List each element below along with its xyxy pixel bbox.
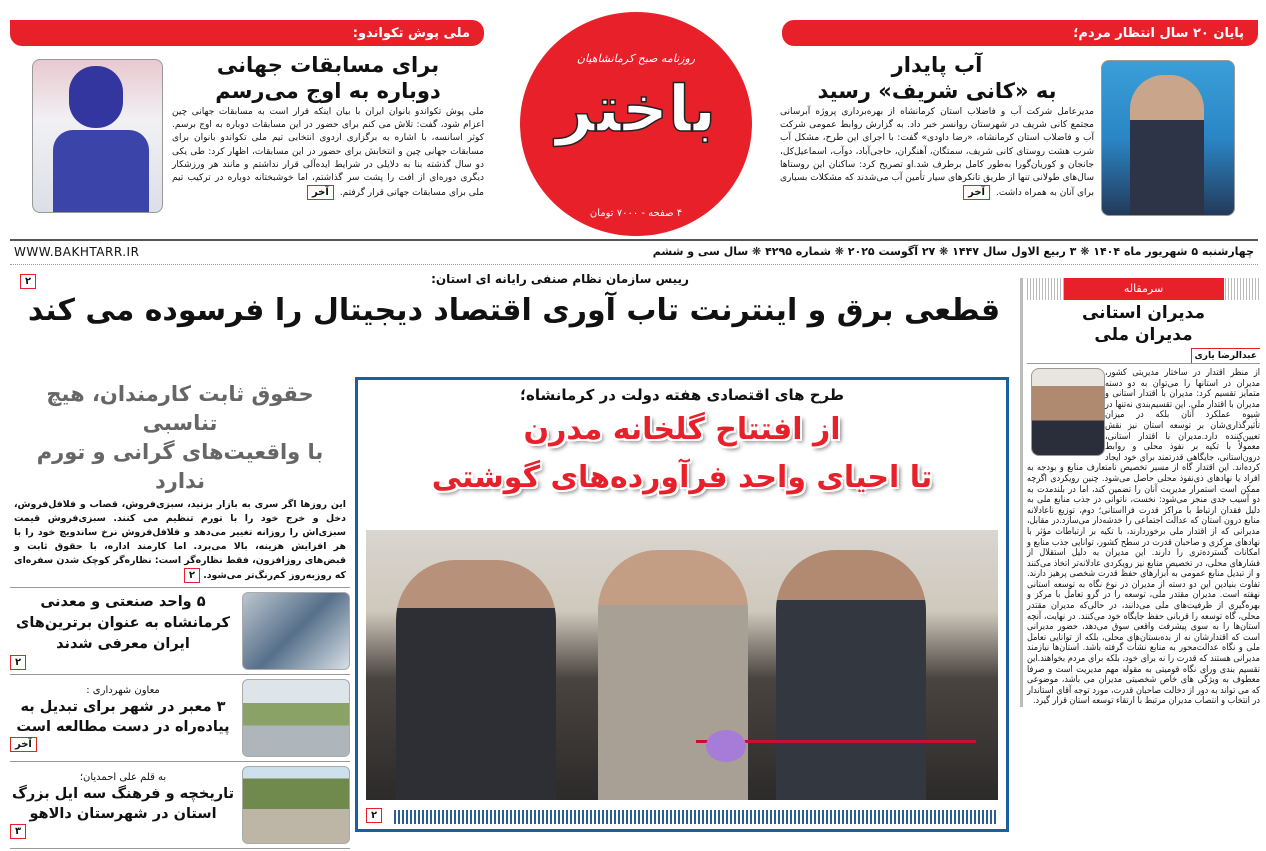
editorial-label: سرمقاله bbox=[1064, 278, 1224, 300]
list-item-headline[interactable]: تاریخچه و فرهنگ سه ایل بزرگ استان در شهرستان دالاهو bbox=[11, 786, 235, 822]
top-right-headline-2[interactable]: به «کانی شریف» رسید bbox=[817, 79, 1057, 103]
top-left-body bbox=[172, 106, 484, 200]
top-right-body-text: مدیرعامل شرکت آب و فاضلاب استان کرمانشاه از بهره‌برداری پروژه آبرسانی مجتمع کانی شریف در شهرستان روانسر خبر داد. به گزارش روابط عمومی شرکت آب و فاضلاب استان کرمانشاه، «رضا داودی» گفت: با اجرای این طرح، مشکل آب شرب هشت روستای کانی شریف، سمتگان، آهنگران، حاجی‌آباد، دوآب، اسماعیل‌کل، جانجان و کوریان‌گورا به‌طور کامل برطرف شد.او تصریح کرد: ساکنان این روستاها سال‌های طولانی تنها از طریق تانکرهای سیار تأمین آب می‌شدند که مشکلات بسیاری برای آنان به همراه داشت. bbox=[780, 107, 1094, 199]
feature-heading bbox=[358, 384, 1006, 502]
list-item-page-ref[interactable]: آخر bbox=[10, 737, 37, 752]
industry-thumbnail bbox=[242, 592, 350, 670]
top-right-page-ref[interactable]: آخر bbox=[963, 185, 990, 200]
left-story-body bbox=[10, 496, 350, 588]
editorial-column bbox=[1020, 278, 1260, 707]
logo-tagline: روزنامه صبح کرمانشاهیان bbox=[576, 52, 696, 65]
left-story-headline-1[interactable]: حقوق ثابت کارمندان، هیچ تناسبی bbox=[46, 382, 314, 435]
speaker-figure bbox=[1130, 75, 1204, 216]
editorial-body bbox=[1027, 368, 1260, 707]
list-item-page-ref[interactable]: ۲ bbox=[10, 655, 26, 670]
top-left-headline-1[interactable]: برای مسابقات جهانی bbox=[216, 53, 440, 77]
official-figure bbox=[776, 550, 926, 800]
list-item[interactable] bbox=[10, 588, 350, 675]
list-item-headline[interactable]: ۳ معبر در شهر برای تبدیل به پیاده‌راه در دست مطالعه است bbox=[16, 699, 230, 735]
list-item[interactable] bbox=[10, 675, 350, 762]
top-right-story bbox=[780, 52, 1094, 200]
feature-barcode-strip bbox=[394, 810, 998, 824]
top-left-story bbox=[172, 52, 484, 200]
feature-headline-1[interactable]: از افتتاح گلخانه مدرن bbox=[523, 412, 841, 447]
list-item[interactable] bbox=[10, 762, 350, 849]
official-figure bbox=[396, 560, 556, 800]
official-figure bbox=[598, 550, 748, 800]
editorial-title-1[interactable]: مدیران استانی bbox=[1081, 303, 1205, 323]
left-story-body-text: این روزها اگر سری به بازار بزنید، سبزی‌فروش، قصاب و فلافل‌فروش، دخل و خرج خود را با تورم تنظیم می کنند. سبزی‌فروش قیمت سبزی‌اش را روزانه تغییر می‌دهد و فلافل‌فروش نرخ ساندویچ خود را با هر افزایش هزینه، بالا می‌برد. اما کارمند اداره، با حقوق ثابت و قبض‌های روزافزون، فقط نظاره‌گر است: نظاره‌گر کوچک شدن سفره‌ای که روزبه‌روز کم‌رنگ‌تر می‌شود. bbox=[14, 499, 346, 581]
list-item-kicker: به قلم علی احمدیان؛ bbox=[79, 772, 167, 783]
lead-page-ref[interactable]: ۲ bbox=[20, 274, 36, 289]
athlete-helmet bbox=[69, 66, 123, 128]
issue-price: ۴ صفحه - ۷۰۰۰ تومان bbox=[589, 208, 683, 219]
list-item-kicker: معاون شهرداری : bbox=[86, 685, 160, 696]
feature-page-ref[interactable]: ۲ bbox=[366, 808, 382, 823]
top-left-body-text: ملی پوش تکواندو بانوان ایران با بیان اینکه قرار است به مسابقات جهانی چین اعزام شود، گفت: تلاش می کنم برای حضور در این مسابقات دوباره به اوج برسم. کوثر اسانسه، با اشاره به برگزاری اردوی انتخابی تیم ملی تکواندو بانوان برای مسابقات جهانی چین و انتخابش برای حضور در این مسابقات، اظهار کرد: طی یکی دو سال گذشته بنا به دلایلی در شرایط ایده‌آلی قرار نداشتم و مانند هر ورزشکار دیگری دوره‌ای از افت را پشت سر گذاشتم، اما خوشبختانه دوباره در ترکیب تیم ملی برای مسابقات جهانی قرار گرفتم. bbox=[172, 107, 484, 199]
top-right-body bbox=[780, 106, 1094, 200]
feature-headline-2[interactable]: تا احیای واحد فرآورده‌های گوشتی bbox=[431, 460, 933, 495]
editorial-title-2[interactable]: مدیران ملی bbox=[1094, 325, 1193, 345]
website-url[interactable]: WWW.BAKHTARR.IR bbox=[14, 245, 140, 259]
dateline-divider bbox=[10, 264, 1258, 265]
lead-kicker: رییس سازمان نظام صنفی رایانه ای استان: bbox=[431, 272, 689, 286]
list-item-page-ref[interactable]: ۳ bbox=[10, 824, 26, 839]
editorial-text: از منظر اقتدار در ساختار مدیریتی کشور، مدیران در استانها را می‌توان به دو دسته متمایز تقسیم کرد: مدیران با اقتدار استانی و مدیران با اقتدار ملی. این تقسیم‌بندی نه‌تنها در شیوه عملکرد آنان بلکه در میزان تأثیرگذاری‌شان بر توسعه استان نیز نقش تعیین‌کننده دارد.مدیران با اقتدار استانی، معمولاً با تکیه بر نفوذ محلی و روابط درون‌استانی، جایگاهی قدرتمند برای خود ایجاد کرده‌اند. این اقتدار گاه از مسیر تخصیص نامتعارف منابع و بودجه به افراد یا نهادهای ذی‌نفوذ محلی حاصل می‌شود. چنین رویکردی اگرچه ممکن است استمرار مدیریت آنان را تضمین کند، اما در بلندمدت به دو آسیب جدی منجر می‌شود: نخست، ناتوانی در جذب منابع ملی به دلیل فقدان ارتباط با مراکز قدرت فرااستانی؛ دوم، توزیع ناعادلانه منابع درون استان که عدالت اجتماعی را خدشه‌دار می‌سازد.در مقابل، مدیرانی که از اقتدار ملی برخوردارند، با تکیه بر ارتباطات مؤثر با نهادهای مرکزی و صاحبان قدرت در سطح کشور، توانایی جذب منابع و امکانات گسترده‌تری را دارند. این مدیران به دلیل استقلال از فشارهای محلی، در تخصیص منابع نیز رویکردی عادلانه‌تر اتخاذ می‌کنند و از تبدیل منابع عمومی به ابزارهای حفظ قدرت شخصی پرهیز دارند. تفاوت بنیادین این دو دسته از مدیران در نوع نگاه به توسعه استانی نهفته است. مدیران مقتدر ملی، توسعه را در گرو تعامل با مرکز و بهره‌گیری از ظرفیت‌های ملی می‌دانند، در حالی‌که مدیران مقتدر محلی، گاه توسعه را قربانی حفظ جایگاه خود می‌کنند. در نهایت، آنچه استان‌ها را به سوی پیشرفت واقعی سوق می‌دهد، حضور مدیرانی است که اقتدارشان نه از بده‌بستان‌های محلی، بلکه از توانایی تعامل ملی و نگاه عدالت‌محور به منابع نشأت گرفته باشد. استان‌ها نیازمند مدیرانی هستند که قدرت را نه برای خود، بلکه برای مردم بخواهند.این تقسیم بندی ورای نگاه قومیتی به مقوله مهم مدیریت است و صرفا معطوف به ویژگی های خاص شخصیتی مدیران می باشد، موضوعی که می تواند به دور از دخالت صاحبان قدرت، مورد توجه آقای استاندار در انتخاب و انتصاب مدیران مرتبط با ارتقاء توسعه استان قرار گیرد. bbox=[1027, 368, 1260, 707]
top-left-kicker: ملی پوش تکواندو: bbox=[10, 20, 484, 46]
top-left-page-ref[interactable]: آخر bbox=[307, 185, 334, 200]
top-left-photo[interactable] bbox=[32, 59, 163, 213]
masthead-divider bbox=[10, 239, 1258, 241]
editorial-author-row bbox=[1027, 348, 1260, 364]
nomad-tent-thumbnail bbox=[242, 766, 350, 844]
editorial-author: عبدالرضا یاری bbox=[1191, 348, 1260, 363]
list-item-headline[interactable]: ۵ واحد صنعتی و معدنی کرمانشاه به عنوان برترین‌های ایران معرفی شدند bbox=[16, 594, 230, 652]
ribbon-bow bbox=[706, 730, 746, 762]
author-photo bbox=[1031, 368, 1105, 456]
lead-headline[interactable]: قطعی برق و اینترنت تاب آوری اقتصاد دیجیتال را فرسوده می کند bbox=[27, 293, 1001, 328]
masthead-logo[interactable] bbox=[520, 12, 752, 236]
left-column bbox=[10, 380, 350, 849]
street-thumbnail bbox=[242, 679, 350, 757]
feature-box[interactable] bbox=[355, 377, 1009, 832]
feature-kicker: طرح های اقتصادی هفته دولت در کرمانشاه؛ bbox=[520, 386, 844, 404]
logo-wordmark: باختر bbox=[555, 73, 717, 147]
editorial-hatch bbox=[1027, 278, 1260, 300]
top-right-headline-1[interactable]: آب پایدار bbox=[891, 53, 983, 77]
top-right-photo[interactable] bbox=[1101, 60, 1235, 216]
left-story-page-ref[interactable]: ۲ bbox=[184, 568, 200, 583]
top-left-headline-2[interactable]: دوباره به اوج می‌رسم bbox=[215, 79, 441, 103]
dateline: چهارشنبه ۵ شهریور ماه ۱۴۰۴ ❋ ۳ ربیع الاول سال ۱۴۴۷ ❋ ۲۷ آگوست ۲۰۲۵ ❋ شماره ۴۲۹۵ ❋ سال سی و ششم bbox=[652, 245, 1254, 258]
left-story-headline-2[interactable]: با واقعیت‌های گرانی و تورم ندارد bbox=[36, 440, 324, 493]
feature-photo[interactable] bbox=[366, 530, 998, 800]
athlete-body bbox=[53, 130, 149, 213]
top-right-kicker: پایان ۲۰ سال انتظار مردم؛ bbox=[782, 20, 1258, 46]
